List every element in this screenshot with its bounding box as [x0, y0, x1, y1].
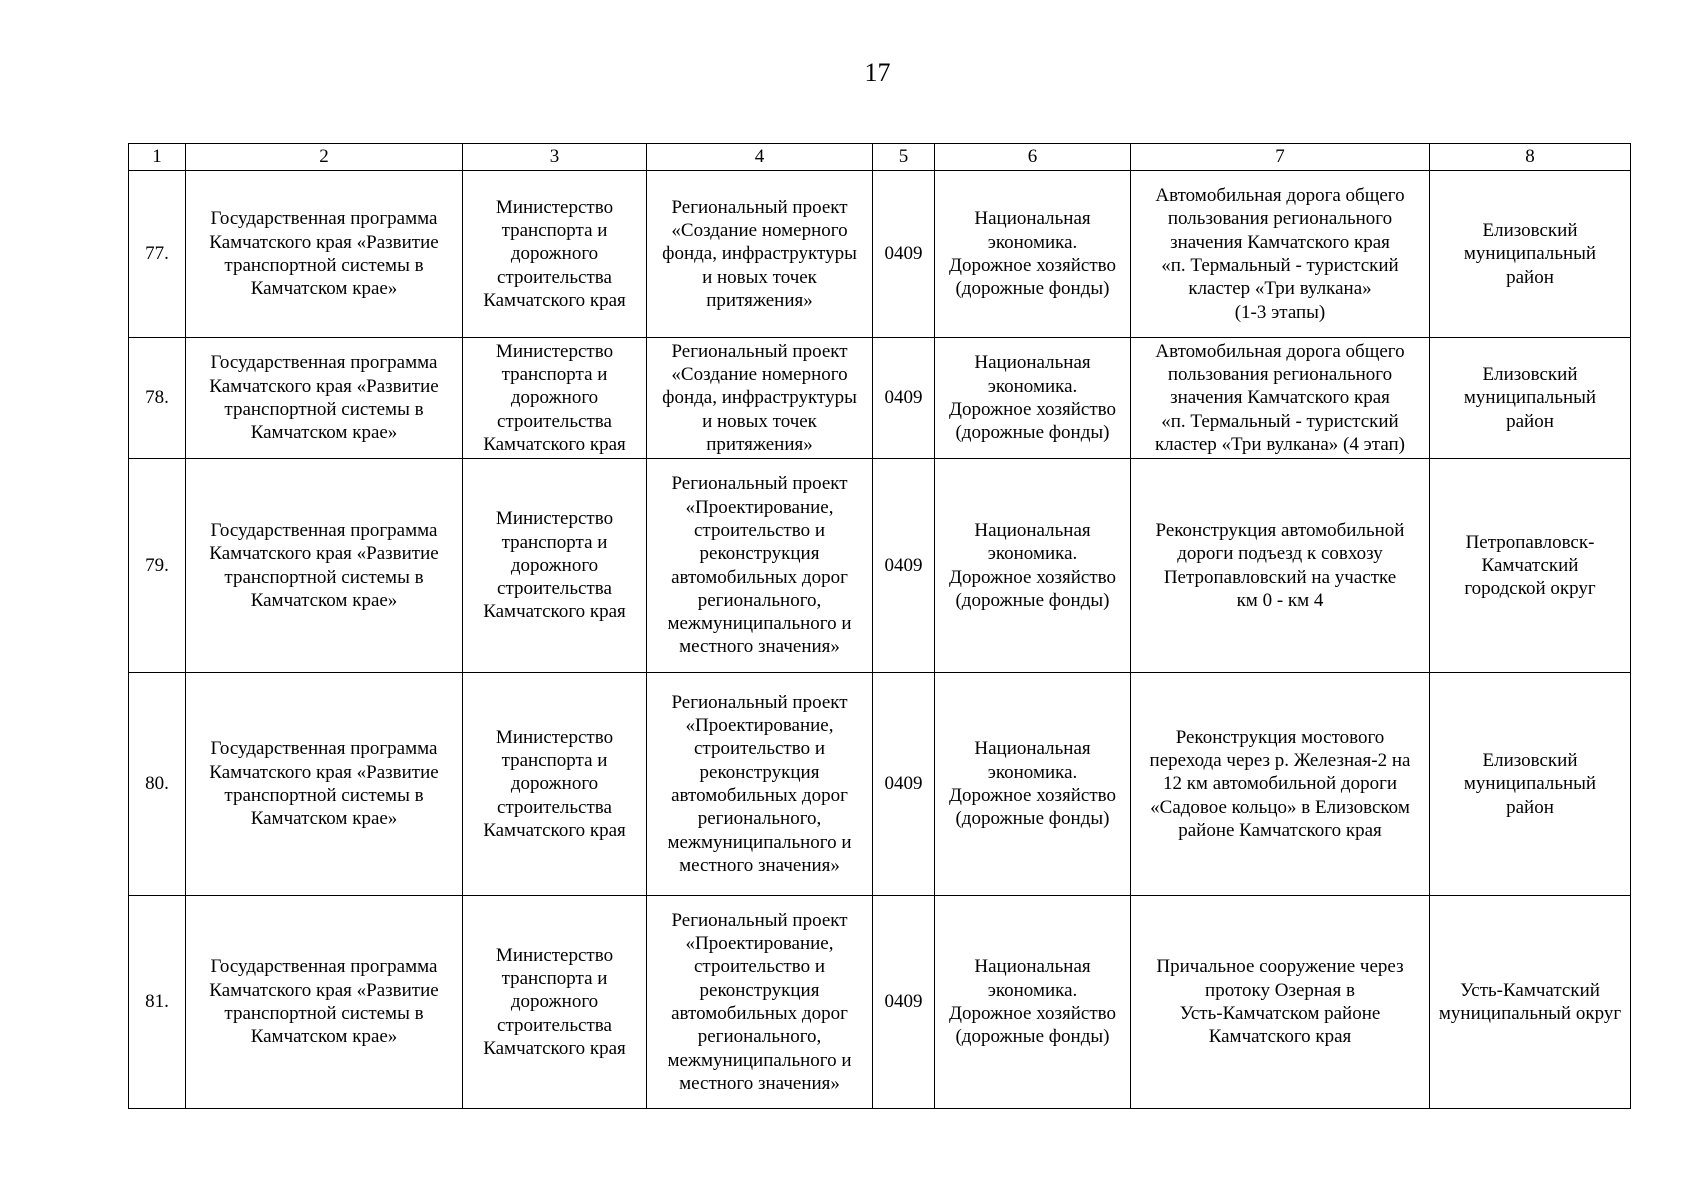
code-text: 0409: [884, 773, 923, 795]
code-cell: [873, 459, 935, 673]
column-header-7: 7: [1131, 144, 1430, 171]
column-header-1: 1: [129, 144, 186, 171]
project-cell: [647, 673, 873, 896]
section-cell: [935, 673, 1131, 896]
section-text: Национальная экономика. Дорожное хозяйство (дорожные фонды): [949, 738, 1116, 830]
section-cell: [935, 338, 1131, 459]
ministry-text: Министерство транспорта и дорожного строительства Камчатского края: [483, 726, 626, 841]
code-text: 0409: [884, 554, 923, 576]
program-cell: [186, 171, 463, 338]
project-text: Региональный проект «Создание номерного фонда, инфраструктуры и новых точек притяжения»: [662, 196, 857, 311]
object-cell: [1131, 171, 1430, 338]
row-number: [129, 673, 186, 896]
program-text: Государственная программа Камчатского края «Развитие транспортной системы в Камчатском крае»: [209, 352, 439, 444]
section-text: Национальная экономика. Дорожное хозяйство (дорожные фонды): [949, 519, 1116, 611]
object-cell: [1131, 896, 1430, 1109]
location-text: Петропавловск- Камчатский городской округ: [1464, 531, 1596, 600]
program-cell: [186, 896, 463, 1109]
ministry-text: Министерство транспорта и дорожного строительства Камчатского края: [483, 340, 626, 455]
location-text: Елизовский муниципальный район: [1463, 750, 1597, 818]
ministry-text: Министерство транспорта и дорожного строительства Камчатского края: [483, 508, 626, 623]
project-text: Региональный проект «Проектирование, строительство и реконструкция автомобильных дорог регионального, межмуниципального и местного значения»: [667, 909, 852, 1094]
program-cell: [186, 338, 463, 459]
location-text: Елизовский муниципальный район: [1463, 364, 1597, 432]
table-row: [129, 673, 1631, 896]
row-number: [129, 338, 186, 459]
row-number-text: 77.: [145, 243, 169, 265]
column-header-6: 6: [935, 144, 1131, 171]
column-header-row: [129, 144, 1631, 171]
object-text: Реконструкция мостового перехода через р. Железная-2 на 12 км автомобильной дороги «Садовое кольцо» в Елизовском районе Камчатского края: [1149, 726, 1411, 841]
table-row: [129, 338, 1631, 459]
program-text: Государственная программа Камчатского края «Развитие транспортной системы в Камчатском крае»: [209, 519, 439, 611]
page-number: 17: [864, 58, 891, 87]
projects-table: [128, 143, 1631, 1109]
row-number-text: 81.: [145, 991, 169, 1013]
ministry-cell: [463, 171, 647, 338]
project-text: Региональный проект «Проектирование, строительство и реконструкция автомобильных дорог регионального, межмуниципального и местного значения»: [667, 691, 852, 876]
location-cell: [1430, 673, 1631, 896]
program-cell: [186, 459, 463, 673]
code-text: 0409: [884, 991, 923, 1013]
table-row: [129, 896, 1631, 1109]
row-number: [129, 896, 186, 1109]
code-cell: [873, 338, 935, 459]
section-cell: [935, 171, 1131, 338]
column-header-5: 5: [873, 144, 935, 171]
object-text: Автомобильная дорога общего пользования регионального значения Камчатского края «п. Термальный - туристский кластер «Три вулкана» (1-3 этапы): [1155, 185, 1405, 323]
row-number-text: 79.: [145, 554, 169, 576]
project-text: Региональный проект «Создание номерного фонда, инфраструктуры и новых точек притяжения»: [662, 340, 857, 455]
table-row: [129, 171, 1631, 338]
location-cell: [1430, 338, 1631, 459]
section-cell: [935, 896, 1131, 1109]
ministry-text: Министерство транспорта и дорожного строительства Камчатского края: [483, 196, 626, 311]
column-header-4: 4: [647, 144, 873, 171]
ministry-cell: [463, 459, 647, 673]
object-cell: [1131, 459, 1430, 673]
program-text: Государственная программа Камчатского края «Развитие транспортной системы в Камчатском крае»: [209, 956, 439, 1048]
row-number-text: 80.: [145, 773, 169, 795]
table-row: [129, 459, 1631, 673]
section-text: Национальная экономика. Дорожное хозяйство (дорожные фонды): [949, 352, 1116, 444]
location-text: Усть-Камчатский муниципальный округ: [1438, 979, 1622, 1024]
project-cell: [647, 338, 873, 459]
code-cell: [873, 896, 935, 1109]
column-header-3: 3: [463, 144, 647, 171]
ministry-cell: [463, 338, 647, 459]
row-number: [129, 459, 186, 673]
column-header-8: 8: [1430, 144, 1631, 171]
row-number: [129, 171, 186, 338]
project-cell: [647, 171, 873, 338]
project-cell: [647, 896, 873, 1109]
program-text: Государственная программа Камчатского края «Развитие транспортной системы в Камчатском крае»: [209, 208, 439, 300]
section-cell: [935, 459, 1131, 673]
location-cell: [1430, 459, 1631, 673]
code-cell: [873, 673, 935, 896]
code-text: 0409: [884, 243, 923, 265]
location-text: Елизовский муниципальный район: [1463, 220, 1597, 288]
project-text: Региональный проект «Проектирование, строительство и реконструкция автомобильных дорог регионального, межмуниципального и местного значения»: [667, 473, 852, 658]
code-text: 0409: [884, 387, 923, 409]
ministry-text: Министерство транспорта и дорожного строительства Камчатского края: [483, 944, 626, 1059]
ministry-cell: [463, 896, 647, 1109]
location-cell: [1430, 896, 1631, 1109]
object-text: Причальное сооружение через протоку Озерная в Усть-Камчатском районе Камчатского края: [1156, 956, 1404, 1048]
object-text: Реконструкция автомобильной дороги подъезд к совхозу Петропавловский на участке км 0 - км 4: [1155, 519, 1405, 611]
location-cell: [1430, 171, 1631, 338]
section-text: Национальная экономика. Дорожное хозяйство (дорожные фонды): [949, 208, 1116, 300]
section-text: Национальная экономика. Дорожное хозяйство (дорожные фонды): [949, 956, 1116, 1048]
ministry-cell: [463, 673, 647, 896]
program-text: Государственная программа Камчатского края «Развитие транспортной системы в Камчатском крае»: [209, 738, 439, 830]
code-cell: [873, 171, 935, 338]
project-cell: [647, 459, 873, 673]
column-header-2: 2: [186, 144, 463, 171]
object-cell: [1131, 338, 1430, 459]
object-text: Автомобильная дорога общего пользования регионального значения Камчатского края «п. Термальный - туристский кластер «Три вулкана» (4 этап): [1154, 340, 1405, 455]
program-cell: [186, 673, 463, 896]
object-cell: [1131, 673, 1430, 896]
row-number-text: 78.: [145, 387, 169, 409]
